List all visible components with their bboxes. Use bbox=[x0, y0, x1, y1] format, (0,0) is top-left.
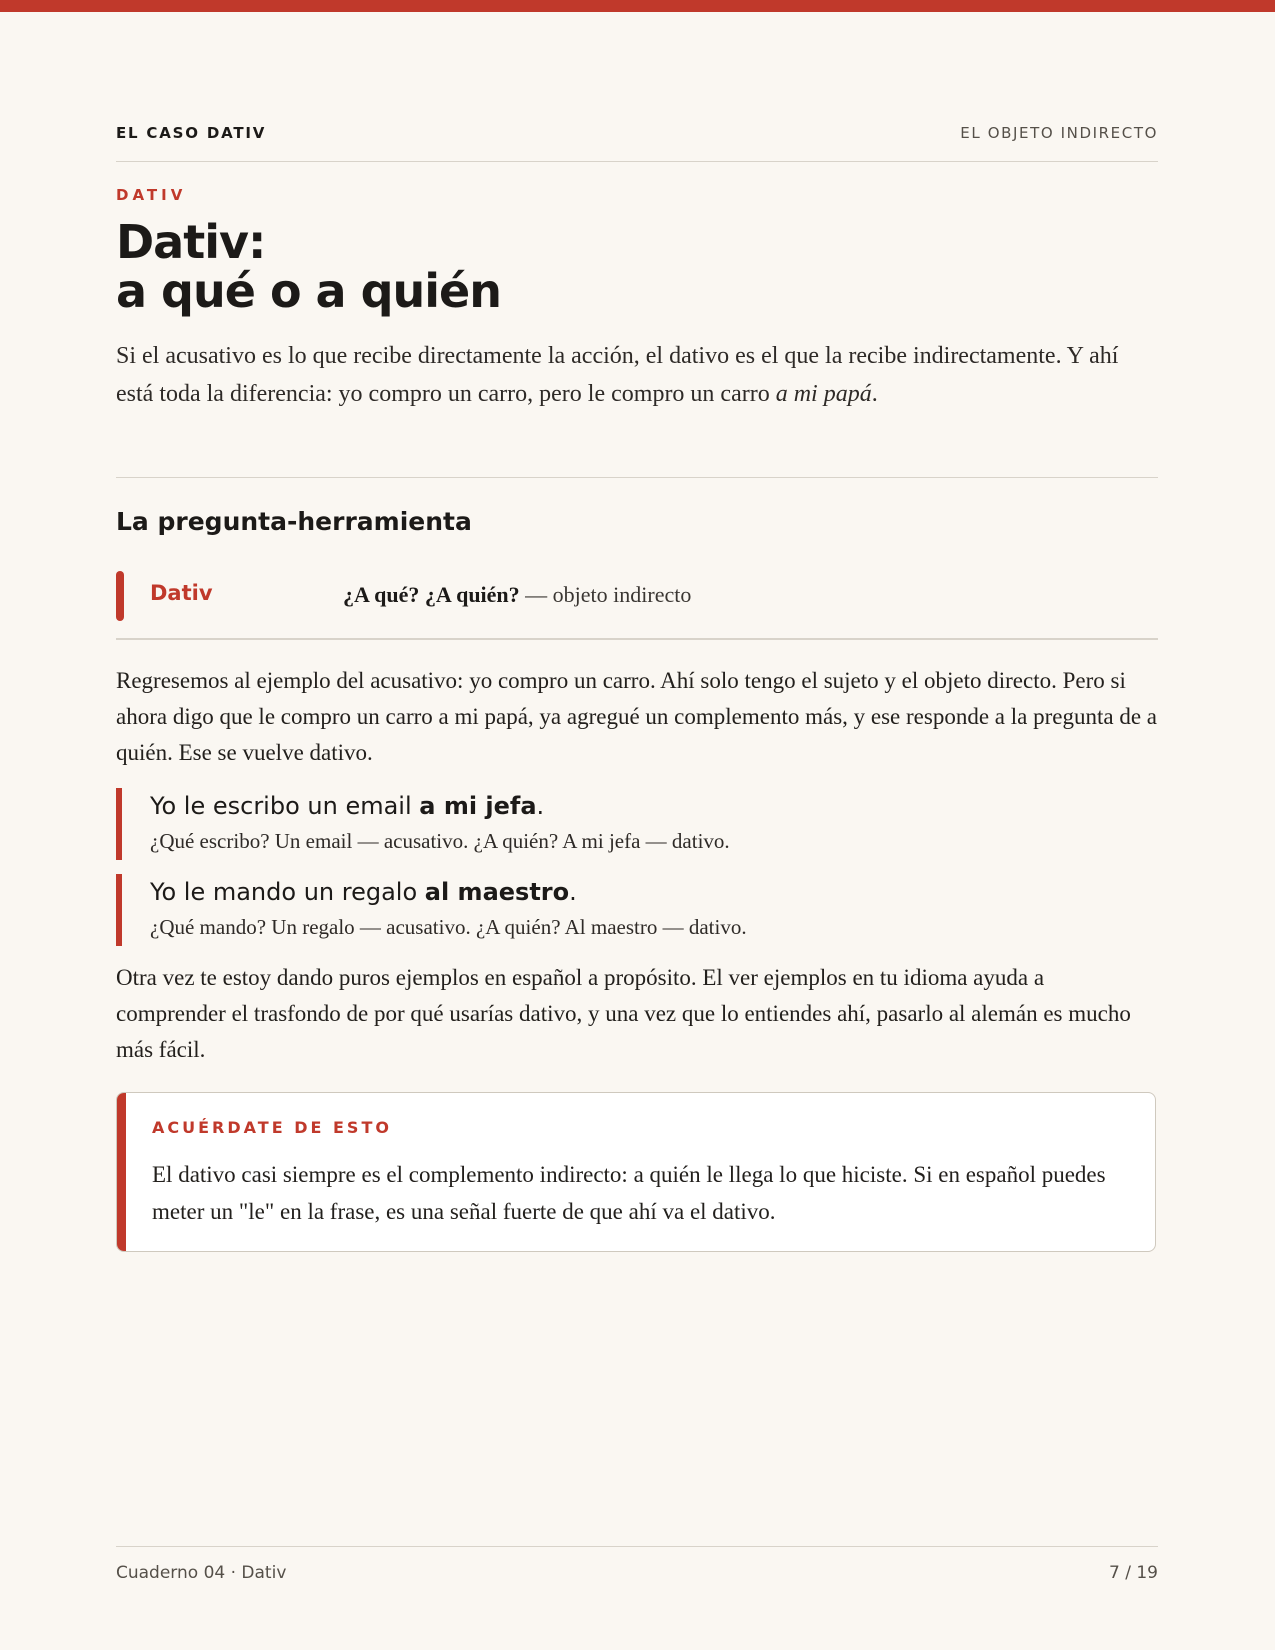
example-sentence bbox=[150, 790, 1180, 822]
lead-paragraph bbox=[116, 337, 1158, 413]
example-explanation: ¿Qué mando? Un regalo — acusativo. ¿A quién? Al maestro — dativo. bbox=[150, 915, 747, 939]
example-explanation: ¿Qué escribo? Un email — acusativo. ¿A quién? A mi jefa — dativo. bbox=[150, 829, 730, 853]
example-block bbox=[116, 874, 1180, 946]
case-question-description: objeto indirecto bbox=[552, 582, 692, 607]
page-header bbox=[116, 122, 1158, 162]
case-label: Dativ bbox=[150, 581, 213, 605]
example-block bbox=[116, 788, 1180, 860]
example-sentence-end: . bbox=[569, 878, 577, 906]
section-kicker: DATIV bbox=[116, 186, 187, 204]
case-question-separator: — bbox=[519, 582, 553, 607]
callout-label: ACUÉRDATE DE ESTO bbox=[152, 1118, 392, 1137]
page-title-line-2: a qué o a quién bbox=[116, 264, 502, 318]
page-title bbox=[116, 215, 502, 318]
lead-text: Si el acusativo es lo que recibe directamente la acción, el dativo es el que la recibe indirectamente. Y ahí está toda la diferencia: yo compro un carro, pero le compro un carro bbox=[116, 343, 1119, 407]
body-paragraph-1: Regresemos al ejemplo del acusativo: yo compro un carro. Ahí solo tengo el sujeto y el objeto directo. Pero si ahora digo que le compro un carro a mi papá, ya agregué un complemento más, y ese responde a la pregunta de a quién. Ese se vuelve dativo. bbox=[116, 668, 1157, 765]
lead-emphasis: a mi papá bbox=[775, 381, 872, 407]
callout-accent-bar bbox=[117, 1093, 126, 1251]
example-sentence bbox=[150, 876, 1180, 908]
question-tool-row bbox=[116, 571, 1158, 640]
example-sentence-text: Yo le mando un regalo bbox=[150, 878, 425, 906]
divider bbox=[116, 477, 1158, 478]
case-question-bold: ¿A qué? ¿A quién? bbox=[343, 582, 520, 607]
page-number: 7 / 19 bbox=[1109, 1563, 1158, 1583]
section-heading: La pregunta-herramienta bbox=[116, 507, 472, 536]
footer-notebook-title: Cuaderno 04 · Dativ bbox=[116, 1563, 287, 1583]
header-section-title: EL OBJETO INDIRECTO bbox=[960, 124, 1158, 142]
page-title-line-1: Dativ: bbox=[116, 215, 266, 269]
callout-text: El dativo casi siempre es el complemento indirecto: a quién le llega lo que hiciste. Si en español puedes meter un "le" en la frase, es una señal fuerte de que ahí va el dativo. bbox=[152, 1162, 1106, 1224]
header-chapter-title: EL CASO DATIV bbox=[116, 124, 267, 142]
question-row-accent-bar bbox=[116, 571, 124, 621]
example-sentence-highlight: al maestro bbox=[424, 878, 570, 906]
lead-end: . bbox=[871, 381, 878, 407]
page-footer bbox=[116, 1546, 1158, 1587]
example-sentence-text: Yo le escribo un email bbox=[150, 792, 420, 820]
example-sentence-end: . bbox=[536, 792, 545, 820]
reminder-callout bbox=[116, 1092, 1156, 1252]
example-sentence-highlight: a mi jefa bbox=[419, 792, 537, 820]
body-paragraph-2: Otra vez te estoy dando puros ejemplos en español a propósito. El ver ejemplos en tu idioma ayuda a comprender el trasfondo de por qué usarías dativo, y una vez que lo entiendes ahí, pasarlo al alemán es mucho más fácil. bbox=[116, 965, 1131, 1062]
case-question bbox=[343, 582, 691, 608]
top-accent-bar bbox=[0, 0, 1275, 12]
